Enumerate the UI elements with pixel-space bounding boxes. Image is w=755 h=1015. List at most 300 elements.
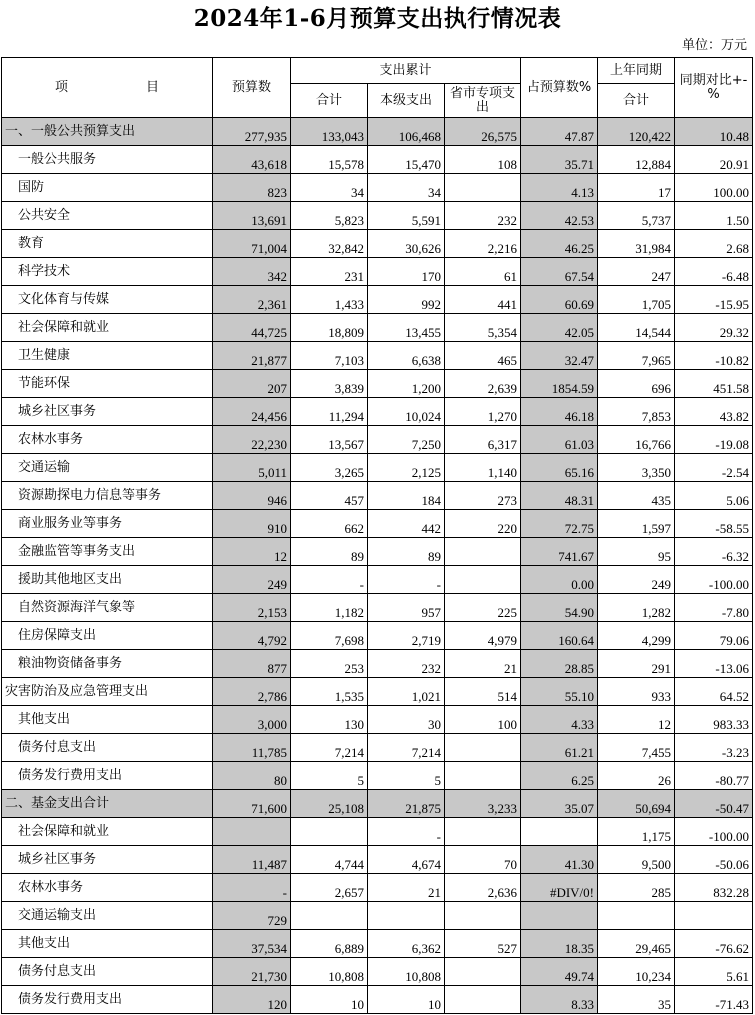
cell-last: 5,737 bbox=[598, 202, 675, 230]
cell-total: 10 bbox=[291, 986, 368, 1014]
cell-last: 7,853 bbox=[598, 398, 675, 426]
header-special: 省市专项支出 bbox=[445, 84, 521, 118]
cell-yoy: -50.47 bbox=[675, 790, 753, 818]
cell-total: 6,889 bbox=[291, 930, 368, 958]
header-cumulative: 支出累计 bbox=[291, 58, 521, 84]
cell-yoy: -3.23 bbox=[675, 734, 753, 762]
table-row bbox=[2, 258, 753, 286]
cell-own: 7,214 bbox=[368, 734, 445, 762]
cell-budget: 44,725 bbox=[213, 314, 291, 342]
cell-special: 5,354 bbox=[445, 314, 521, 342]
table-row bbox=[2, 426, 753, 454]
cell-last: 26 bbox=[598, 762, 675, 790]
table-row bbox=[2, 650, 753, 678]
cell-own: 30,626 bbox=[368, 230, 445, 258]
cell-special: 6,317 bbox=[445, 426, 521, 454]
table-row bbox=[2, 202, 753, 230]
cell-yoy: 20.91 bbox=[675, 146, 753, 174]
table-row bbox=[2, 538, 753, 566]
cell-last: 7,455 bbox=[598, 734, 675, 762]
row-name: 科学技术 bbox=[2, 258, 213, 286]
table-row bbox=[2, 314, 753, 342]
cell-last: 9,500 bbox=[598, 846, 675, 874]
cell-special bbox=[445, 174, 521, 202]
cell-yoy: -100.00 bbox=[675, 566, 753, 594]
row-name: 城乡社区事务 bbox=[2, 846, 213, 874]
cell-special: 2,639 bbox=[445, 370, 521, 398]
table-row bbox=[2, 370, 753, 398]
table-row bbox=[2, 958, 753, 986]
header-last-total: 合计 bbox=[598, 84, 675, 118]
row-name: 粮油物资储备事务 bbox=[2, 650, 213, 678]
cell-own: 89 bbox=[368, 538, 445, 566]
cell-special: 514 bbox=[445, 678, 521, 706]
table-row bbox=[2, 706, 753, 734]
cell-yoy: 451.58 bbox=[675, 370, 753, 398]
cell-own: 170 bbox=[368, 258, 445, 286]
cell-pct: 160.64 bbox=[521, 622, 598, 650]
cell-last: 31,984 bbox=[598, 230, 675, 258]
cell-special: 108 bbox=[445, 146, 521, 174]
row-name: 文化体育与传媒 bbox=[2, 286, 213, 314]
header-yoy: 同期对比+-% bbox=[675, 58, 753, 118]
table-row bbox=[2, 286, 753, 314]
table-row bbox=[2, 230, 753, 258]
cell-last: 14,544 bbox=[598, 314, 675, 342]
cell-pct: 47.87 bbox=[521, 118, 598, 146]
row-name: 农林水事务 bbox=[2, 874, 213, 902]
cell-own bbox=[368, 902, 445, 930]
row-name: 社会保障和就业 bbox=[2, 818, 213, 846]
cell-budget: 729 bbox=[213, 902, 291, 930]
cell-yoy: -76.62 bbox=[675, 930, 753, 958]
budget-table bbox=[1, 57, 753, 1014]
cell-total: - bbox=[291, 566, 368, 594]
cell-last: 1,175 bbox=[598, 818, 675, 846]
cell-special: 232 bbox=[445, 202, 521, 230]
cell-own: 10,808 bbox=[368, 958, 445, 986]
cell-yoy: -15.95 bbox=[675, 286, 753, 314]
cell-special: 70 bbox=[445, 846, 521, 874]
cell-last: 291 bbox=[598, 650, 675, 678]
cell-budget: 277,935 bbox=[213, 118, 291, 146]
table-row bbox=[2, 398, 753, 426]
table-row bbox=[2, 174, 753, 202]
cell-last: 12,884 bbox=[598, 146, 675, 174]
table-row bbox=[2, 146, 753, 174]
row-name: 国防 bbox=[2, 174, 213, 202]
cell-budget bbox=[213, 818, 291, 846]
cell-last: 29,465 bbox=[598, 930, 675, 958]
cell-last: 249 bbox=[598, 566, 675, 594]
cell-budget: 12 bbox=[213, 538, 291, 566]
cell-last: 285 bbox=[598, 874, 675, 902]
cell-own: 2,719 bbox=[368, 622, 445, 650]
cell-total: 1,182 bbox=[291, 594, 368, 622]
cell-budget: 22,230 bbox=[213, 426, 291, 454]
cell-budget: 71,004 bbox=[213, 230, 291, 258]
cell-total: 32,842 bbox=[291, 230, 368, 258]
cell-yoy: 64.52 bbox=[675, 678, 753, 706]
header-item: 项 目 bbox=[2, 58, 213, 118]
header-last-year: 上年同期 bbox=[598, 58, 675, 84]
cell-total: 2,657 bbox=[291, 874, 368, 902]
cell-yoy: 5.61 bbox=[675, 958, 753, 986]
cell-special: 2,216 bbox=[445, 230, 521, 258]
cell-total: 25,108 bbox=[291, 790, 368, 818]
cell-budget: 3,000 bbox=[213, 706, 291, 734]
cell-special: 4,979 bbox=[445, 622, 521, 650]
cell-pct: 72.75 bbox=[521, 510, 598, 538]
cell-own: 21 bbox=[368, 874, 445, 902]
cell-special bbox=[445, 762, 521, 790]
cell-last: 247 bbox=[598, 258, 675, 286]
cell-special bbox=[445, 566, 521, 594]
cell-yoy: 10.48 bbox=[675, 118, 753, 146]
cell-own: 957 bbox=[368, 594, 445, 622]
cell-budget: 342 bbox=[213, 258, 291, 286]
row-name: 二、基金支出合计 bbox=[2, 790, 213, 818]
cell-total: 18,809 bbox=[291, 314, 368, 342]
table-row bbox=[2, 902, 753, 930]
cell-budget: 37,534 bbox=[213, 930, 291, 958]
cell-total: 11,294 bbox=[291, 398, 368, 426]
cell-special: 1,140 bbox=[445, 454, 521, 482]
row-name: 自然资源海洋气象等 bbox=[2, 594, 213, 622]
row-name: 农林水事务 bbox=[2, 426, 213, 454]
cell-pct: 42.53 bbox=[521, 202, 598, 230]
row-name: 其他支出 bbox=[2, 930, 213, 958]
cell-total: 253 bbox=[291, 650, 368, 678]
table-row bbox=[2, 986, 753, 1014]
cell-special: 61 bbox=[445, 258, 521, 286]
cell-budget: 2,361 bbox=[213, 286, 291, 314]
cell-special: 527 bbox=[445, 930, 521, 958]
cell-pct: 4.33 bbox=[521, 706, 598, 734]
row-name: 其他支出 bbox=[2, 706, 213, 734]
cell-pct: 49.74 bbox=[521, 958, 598, 986]
cell-special bbox=[445, 986, 521, 1014]
cell-own: 30 bbox=[368, 706, 445, 734]
cell-yoy: -80.77 bbox=[675, 762, 753, 790]
cell-own: 442 bbox=[368, 510, 445, 538]
cell-last: 7,965 bbox=[598, 342, 675, 370]
cell-yoy: -71.43 bbox=[675, 986, 753, 1014]
cell-yoy: 1.50 bbox=[675, 202, 753, 230]
cell-last bbox=[598, 902, 675, 930]
cell-pct: 1854.59 bbox=[521, 370, 598, 398]
cell-own: 34 bbox=[368, 174, 445, 202]
cell-last: 3,350 bbox=[598, 454, 675, 482]
cell-budget: 71,600 bbox=[213, 790, 291, 818]
cell-budget: 43,618 bbox=[213, 146, 291, 174]
cell-budget: 910 bbox=[213, 510, 291, 538]
cell-total: 15,578 bbox=[291, 146, 368, 174]
row-name: 援助其他地区支出 bbox=[2, 566, 213, 594]
cell-yoy: -2.54 bbox=[675, 454, 753, 482]
row-name: 交通运输 bbox=[2, 454, 213, 482]
cell-pct: 4.13 bbox=[521, 174, 598, 202]
cell-special: 2,636 bbox=[445, 874, 521, 902]
cell-total: 3,265 bbox=[291, 454, 368, 482]
cell-pct: 0.00 bbox=[521, 566, 598, 594]
cell-own: 184 bbox=[368, 482, 445, 510]
cell-pct: 60.69 bbox=[521, 286, 598, 314]
cell-special: 3,233 bbox=[445, 790, 521, 818]
cell-yoy: -19.08 bbox=[675, 426, 753, 454]
cell-own: 7,250 bbox=[368, 426, 445, 454]
cell-special: 441 bbox=[445, 286, 521, 314]
cell-budget: 946 bbox=[213, 482, 291, 510]
header-row-1 bbox=[2, 58, 753, 84]
row-name: 资源勘探电力信息等事务 bbox=[2, 482, 213, 510]
cell-special: 220 bbox=[445, 510, 521, 538]
cell-yoy bbox=[675, 902, 753, 930]
cell-own: 2,125 bbox=[368, 454, 445, 482]
cell-pct: 67.54 bbox=[521, 258, 598, 286]
cell-pct: 55.10 bbox=[521, 678, 598, 706]
cell-budget: 80 bbox=[213, 762, 291, 790]
cell-yoy: 29.32 bbox=[675, 314, 753, 342]
cell-total: 13,567 bbox=[291, 426, 368, 454]
table-row bbox=[2, 874, 753, 902]
cell-budget: 249 bbox=[213, 566, 291, 594]
cell-last: 10,234 bbox=[598, 958, 675, 986]
cell-last: 120,422 bbox=[598, 118, 675, 146]
table-row bbox=[2, 734, 753, 762]
row-name: 债务付息支出 bbox=[2, 734, 213, 762]
cell-budget: 21,730 bbox=[213, 958, 291, 986]
cell-yoy: 100.00 bbox=[675, 174, 753, 202]
cell-special: 26,575 bbox=[445, 118, 521, 146]
cell-pct: 61.21 bbox=[521, 734, 598, 762]
table-row bbox=[2, 930, 753, 958]
row-name: 城乡社区事务 bbox=[2, 398, 213, 426]
cell-pct: 65.16 bbox=[521, 454, 598, 482]
cell-budget: 4,792 bbox=[213, 622, 291, 650]
table-row bbox=[2, 790, 753, 818]
cell-special bbox=[445, 538, 521, 566]
cell-pct: 8.33 bbox=[521, 986, 598, 1014]
cell-own: 6,638 bbox=[368, 342, 445, 370]
cell-budget: 21,877 bbox=[213, 342, 291, 370]
cell-own: 1,021 bbox=[368, 678, 445, 706]
cell-yoy: -6.32 bbox=[675, 538, 753, 566]
cell-total: 7,698 bbox=[291, 622, 368, 650]
table-row bbox=[2, 510, 753, 538]
cell-budget: 11,785 bbox=[213, 734, 291, 762]
cell-special: 225 bbox=[445, 594, 521, 622]
cell-special: 273 bbox=[445, 482, 521, 510]
page-title: 2024年1-6月预算支出执行情况表 bbox=[193, 5, 562, 32]
cell-special: 21 bbox=[445, 650, 521, 678]
cell-pct: 46.25 bbox=[521, 230, 598, 258]
cell-own: 232 bbox=[368, 650, 445, 678]
cell-last: 696 bbox=[598, 370, 675, 398]
row-name: 住房保障支出 bbox=[2, 622, 213, 650]
cell-total: 3,839 bbox=[291, 370, 368, 398]
cell-total: 34 bbox=[291, 174, 368, 202]
cell-special bbox=[445, 958, 521, 986]
cell-total: 457 bbox=[291, 482, 368, 510]
cell-pct: 18.35 bbox=[521, 930, 598, 958]
row-name: 一、一般公共预算支出 bbox=[2, 118, 213, 146]
cell-special: 465 bbox=[445, 342, 521, 370]
table-row bbox=[2, 762, 753, 790]
cell-last: 4,299 bbox=[598, 622, 675, 650]
cell-total: 133,043 bbox=[291, 118, 368, 146]
row-name: 债务发行费用支出 bbox=[2, 986, 213, 1014]
row-name: 社会保障和就业 bbox=[2, 314, 213, 342]
cell-pct bbox=[521, 818, 598, 846]
cell-last: 1,282 bbox=[598, 594, 675, 622]
cell-budget: 5,011 bbox=[213, 454, 291, 482]
unit-label: 单位：万元 bbox=[681, 38, 747, 53]
table-row bbox=[2, 342, 753, 370]
row-name: 卫生健康 bbox=[2, 342, 213, 370]
cell-own: 21,875 bbox=[368, 790, 445, 818]
cell-yoy: 832.28 bbox=[675, 874, 753, 902]
row-name: 金融监管等事务支出 bbox=[2, 538, 213, 566]
cell-last: 16,766 bbox=[598, 426, 675, 454]
cell-own: 10,024 bbox=[368, 398, 445, 426]
cell-total: 7,214 bbox=[291, 734, 368, 762]
cell-last: 1,597 bbox=[598, 510, 675, 538]
cell-special bbox=[445, 902, 521, 930]
cell-own: 13,455 bbox=[368, 314, 445, 342]
cell-pct: 35.71 bbox=[521, 146, 598, 174]
cell-total: 231 bbox=[291, 258, 368, 286]
table-row bbox=[2, 846, 753, 874]
cell-pct bbox=[521, 902, 598, 930]
cell-total: 5,823 bbox=[291, 202, 368, 230]
cell-special: 100 bbox=[445, 706, 521, 734]
cell-pct: #DIV/0! bbox=[521, 874, 598, 902]
cell-own: 10 bbox=[368, 986, 445, 1014]
cell-total: 10,808 bbox=[291, 958, 368, 986]
cell-budget: 877 bbox=[213, 650, 291, 678]
cell-budget: 823 bbox=[213, 174, 291, 202]
row-name: 一般公共服务 bbox=[2, 146, 213, 174]
cell-budget: 13,691 bbox=[213, 202, 291, 230]
cell-budget: 120 bbox=[213, 986, 291, 1014]
cell-pct: 42.05 bbox=[521, 314, 598, 342]
table-row bbox=[2, 818, 753, 846]
cell-budget: 24,456 bbox=[213, 398, 291, 426]
cell-pct: 35.07 bbox=[521, 790, 598, 818]
cell-pct: 54.90 bbox=[521, 594, 598, 622]
table-row bbox=[2, 454, 753, 482]
cell-pct: 32.47 bbox=[521, 342, 598, 370]
cell-yoy: 43.82 bbox=[675, 398, 753, 426]
cell-own: 6,362 bbox=[368, 930, 445, 958]
table-row bbox=[2, 566, 753, 594]
cell-own: 4,674 bbox=[368, 846, 445, 874]
cell-pct: 28.85 bbox=[521, 650, 598, 678]
table-row bbox=[2, 118, 753, 146]
row-name: 债务付息支出 bbox=[2, 958, 213, 986]
table-row bbox=[2, 622, 753, 650]
header-own: 本级支出 bbox=[368, 84, 445, 118]
cell-last: 17 bbox=[598, 174, 675, 202]
row-name: 债务发行费用支出 bbox=[2, 762, 213, 790]
row-name: 商业服务业等事务 bbox=[2, 510, 213, 538]
cell-yoy: 79.06 bbox=[675, 622, 753, 650]
cell-special bbox=[445, 818, 521, 846]
cell-yoy: -50.06 bbox=[675, 846, 753, 874]
cell-yoy: 2.68 bbox=[675, 230, 753, 258]
header-total: 合计 bbox=[291, 84, 368, 118]
cell-yoy: -13.06 bbox=[675, 650, 753, 678]
row-name: 教育 bbox=[2, 230, 213, 258]
cell-total bbox=[291, 818, 368, 846]
cell-own: - bbox=[368, 818, 445, 846]
cell-total: 5 bbox=[291, 762, 368, 790]
cell-yoy: -58.55 bbox=[675, 510, 753, 538]
cell-budget: 2,786 bbox=[213, 678, 291, 706]
cell-pct: 41.30 bbox=[521, 846, 598, 874]
cell-yoy: 983.33 bbox=[675, 706, 753, 734]
table-row bbox=[2, 482, 753, 510]
cell-last: 435 bbox=[598, 482, 675, 510]
cell-own: 15,470 bbox=[368, 146, 445, 174]
cell-own: 5 bbox=[368, 762, 445, 790]
cell-last: 933 bbox=[598, 678, 675, 706]
cell-own: 5,591 bbox=[368, 202, 445, 230]
cell-total: 4,744 bbox=[291, 846, 368, 874]
cell-own: 1,200 bbox=[368, 370, 445, 398]
cell-yoy: -6.48 bbox=[675, 258, 753, 286]
cell-yoy: -7.80 bbox=[675, 594, 753, 622]
cell-total: 89 bbox=[291, 538, 368, 566]
cell-pct: 61.03 bbox=[521, 426, 598, 454]
cell-budget: - bbox=[213, 874, 291, 902]
cell-yoy: -100.00 bbox=[675, 818, 753, 846]
cell-last: 12 bbox=[598, 706, 675, 734]
cell-own: - bbox=[368, 566, 445, 594]
cell-yoy: 5.06 bbox=[675, 482, 753, 510]
cell-pct: 46.18 bbox=[521, 398, 598, 426]
cell-budget: 207 bbox=[213, 370, 291, 398]
header-pct-budget: 占预算数% bbox=[521, 58, 598, 118]
row-name: 交通运输支出 bbox=[2, 902, 213, 930]
table-row bbox=[2, 678, 753, 706]
cell-special bbox=[445, 734, 521, 762]
row-name: 节能环保 bbox=[2, 370, 213, 398]
cell-yoy: -10.82 bbox=[675, 342, 753, 370]
cell-total: 1,535 bbox=[291, 678, 368, 706]
cell-budget: 11,487 bbox=[213, 846, 291, 874]
cell-total bbox=[291, 902, 368, 930]
cell-own: 992 bbox=[368, 286, 445, 314]
cell-budget: 2,153 bbox=[213, 594, 291, 622]
cell-pct: 48.31 bbox=[521, 482, 598, 510]
cell-total: 662 bbox=[291, 510, 368, 538]
cell-pct: 6.25 bbox=[521, 762, 598, 790]
cell-total: 7,103 bbox=[291, 342, 368, 370]
row-name: 公共安全 bbox=[2, 202, 213, 230]
cell-last: 35 bbox=[598, 986, 675, 1014]
cell-last: 95 bbox=[598, 538, 675, 566]
cell-special: 1,270 bbox=[445, 398, 521, 426]
cell-total: 130 bbox=[291, 706, 368, 734]
cell-last: 1,705 bbox=[598, 286, 675, 314]
cell-own: 106,468 bbox=[368, 118, 445, 146]
table-row bbox=[2, 594, 753, 622]
cell-total: 1,433 bbox=[291, 286, 368, 314]
cell-last: 50,694 bbox=[598, 790, 675, 818]
row-name: 灾害防治及应急管理支出 bbox=[2, 678, 213, 706]
